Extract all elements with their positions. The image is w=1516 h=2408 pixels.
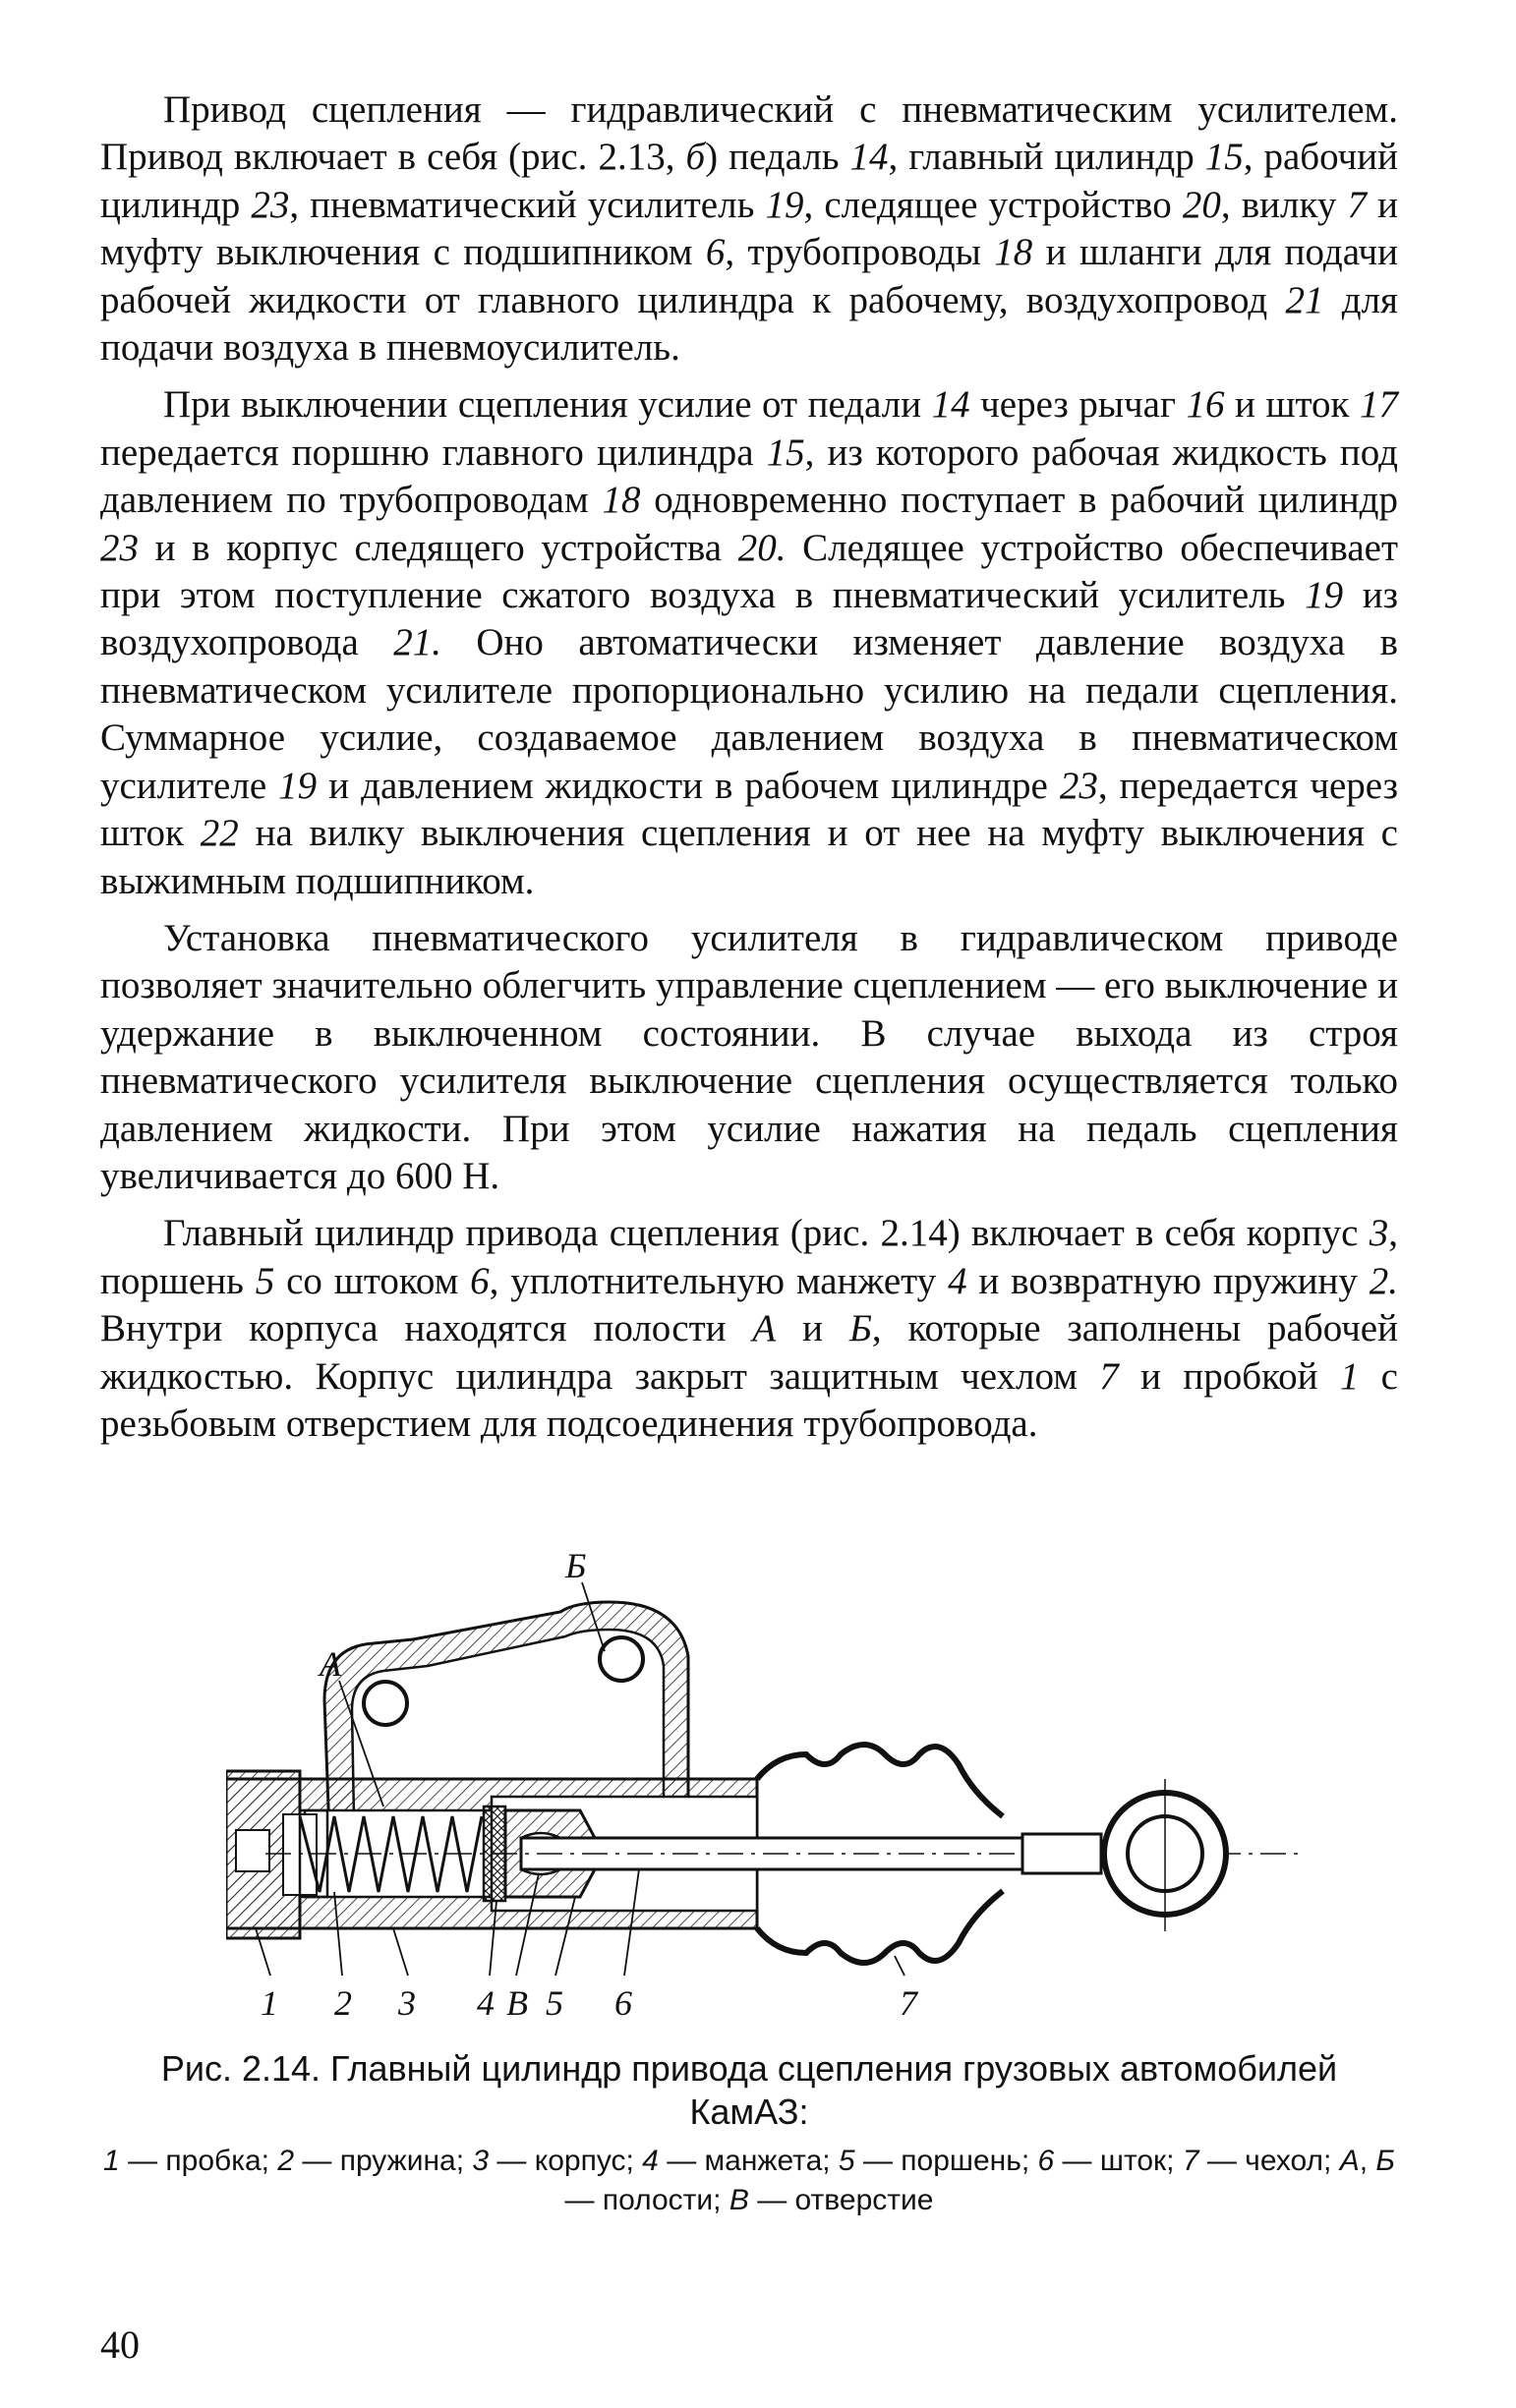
paragraph-4: Главный цилиндр привода сцепления (рис. 2.14) включает в себя корпус 3, поршень 5 со штоком 6, уплотнительную манжету 4 и возвратную пружину 2. Внутри корпуса находятся полости А и Б, которые заполнены рабочей жидкостью. Корпус цилиндра закрыт защитным чехлом 7 и пробкой 1 с резьбовым отверстием для подсоединения трубопровода. (100, 1212, 1398, 1445)
label-4: 4 (477, 1983, 495, 2023)
label-7: 7 (900, 1983, 917, 2023)
page-number: 40 (100, 2322, 140, 2367)
paragraph-1: Привод сцепления — гидравлический с пневматическим усилителем. Привод включает в себя (рис. 2.13, б) педаль 14, главный цилиндр 15, рабочий цилиндр 23, пневматический усилитель 19, следящее устройство 20, вилку 7 и муфту выключения с подшипником 6, трубопроводы 18 и шланги для подачи рабочей жидкости от главного цилиндра к рабочему, воздухопровод 21 для подачи воздуха в пневмоусилитель. (100, 88, 1398, 370)
label-3: 3 (398, 1983, 416, 2023)
master-cylinder-drawing (226, 1553, 1317, 2035)
plug-threaded-hole (236, 1830, 269, 1871)
label-6: 6 (614, 1983, 632, 2023)
mount-hole-right (600, 1637, 643, 1681)
body-text (100, 86, 1398, 1458)
paragraph-3: Установка пневматического усилителя в гидравлическом приводе позволяет значительно облегчить управление сцеплением — его выключение и удержание в выключенном состоянии. В случае выхода из строя пневматического усилителя выключение сцепления осуществляется только давлением жидкости. При этом усилие нажатия на педаль сцепления увеличивается до 600 Н. (100, 916, 1398, 1197)
paragraph-2: При выключении сцепления усилие от педали 14 через рычаг 16 и шток 17 передается поршню главного цилиндра 15, из которого рабочая жидкость под давлением по трубопроводам 18 одновременно поступает в рабочий цилиндр 23 и в корпус следящего устройства 20. Следящее устройство обеспечивает при этом поступление сжатого воздуха в пневматический усилитель 19 из воздухопровода 21. Оно автоматически изменяет давление воздуха в пневматическом усилителе пропорционально усилию на педали сцепления. Суммарное усилие, создаваемое давлением воздуха в пневматическом усилителе 19 и давлением жидкости в рабочем цилиндре 23, передается через шток 22 на вилку выключения сцепления и от нее на муфту выключения с выжимным подшипником. (100, 383, 1399, 902)
figure-caption (100, 2047, 1398, 2220)
label-cavity-A: А (320, 1644, 341, 1684)
figure-master-cylinder (226, 1553, 1317, 2035)
protective-boot-bottom (757, 1891, 1003, 1963)
label-cavity-B: Б (565, 1553, 587, 1585)
mount-hole-left (364, 1682, 407, 1725)
label-2: 2 (334, 1983, 352, 2023)
caption-legend: 1 — пробка; 2 — пружина; 3 — корпус; 4 — манжета; 5 — поршень; 6 — шток; 7 — чехол; А, Б — полости; В — отверстие (103, 2145, 1395, 2216)
label-1: 1 (261, 1983, 278, 2023)
protective-boot-top (757, 1745, 1003, 1816)
label-hole-V: В (506, 1983, 528, 2023)
label-5: 5 (546, 1983, 563, 2023)
rod-end (1022, 1834, 1101, 1873)
caption-title: Рис. 2.14. Главный цилиндр привода сцепления грузовых автомобилей КамАЗ: (160, 2048, 1338, 2132)
